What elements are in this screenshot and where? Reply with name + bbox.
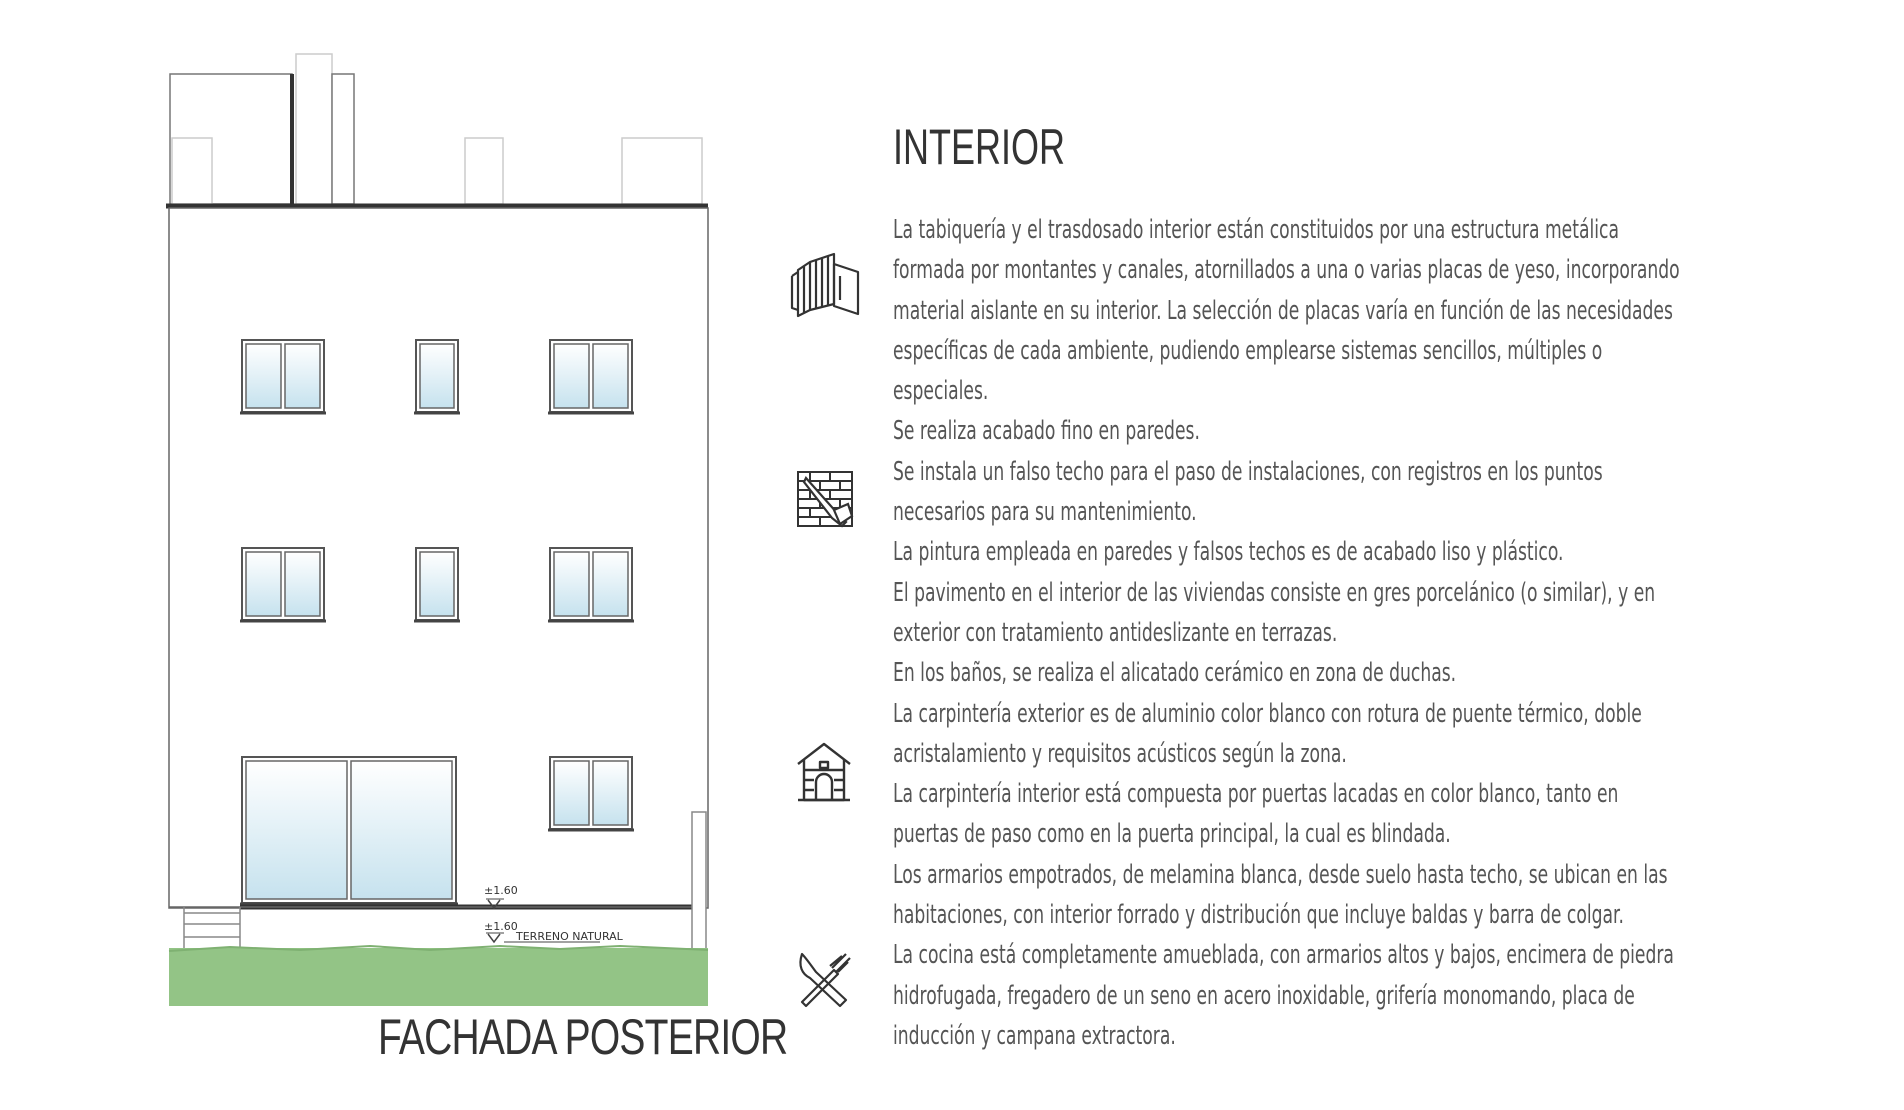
- interior-description: [893, 210, 1893, 1056]
- window: [548, 340, 634, 413]
- interior-text-line: puertas de paso como en la puerta principal, la cual es blindada.: [893, 819, 1451, 850]
- interior-text-line: especiales.: [893, 376, 989, 407]
- interior-text-line: En los baños, se realiza el alicatado cerámico en zona de duchas.: [893, 658, 1457, 689]
- interior-text-line: El pavimento en el interior de las viviendas consiste en gres porcelánico (o similar), y en: [893, 577, 1656, 608]
- interior-text-line: específicas de cada ambiente, pudiendo emplearse sistemas sencillos, múltiples o: [893, 335, 1603, 366]
- wall-panel-icon: [790, 252, 862, 322]
- plastering-icon: [796, 470, 854, 528]
- interior-text-line: necesarios para su mantenimiento.: [893, 497, 1197, 528]
- window: [548, 548, 634, 621]
- roof-structures: [170, 54, 702, 204]
- house-icon: [796, 742, 852, 802]
- ground-label: TERRENO NATURAL: [516, 930, 623, 943]
- window: [548, 757, 634, 830]
- interior-text-line: Los armarios empotrados, de melamina blanca, desde suelo hasta techo, se ubican en las: [893, 859, 1668, 890]
- interior-title: INTERIOR: [893, 119, 1066, 175]
- interior-text-line: exterior con tratamiento antideslizante en terrazas.: [893, 617, 1338, 648]
- interior-text-line: material aislante en su interior. La selección de placas varía en función de las necesidades: [893, 295, 1673, 326]
- interior-text-line: acristalamiento y requisitos acústicos según la zona.: [893, 738, 1347, 769]
- interior-text-line: La carpintería interior está compuesta por puertas lacadas en color blanco, tanto en: [893, 779, 1619, 810]
- interior-text-line: habitaciones, con interior forrado y distribución que incluye baldas y barra de colgar.: [893, 900, 1624, 931]
- level-marker-lower: [484, 920, 624, 943]
- window: [414, 340, 460, 413]
- window: [240, 548, 326, 621]
- side-wall: [692, 812, 706, 952]
- interior-text-line: La tabiquería y el trasdosado interior están constituidos por una estructura metálica: [893, 215, 1619, 245]
- window: [240, 757, 458, 904]
- level-lower-label: ±1.60: [484, 920, 518, 933]
- window: [240, 340, 326, 413]
- interior-text-line: La carpintería exterior es de aluminio color blanco con rotura de puente térmico, doble: [893, 698, 1642, 729]
- interior-text-line: formada por montantes y canales, atornillados a una o varias placas de yeso, incorporando: [893, 255, 1680, 286]
- level-upper-label: ±1.60: [484, 884, 518, 897]
- window: [414, 548, 460, 621]
- interior-text-line: Se instala un falso techo para el paso de instalaciones, con registros en los puntos: [893, 456, 1603, 487]
- interior-text-line: hidrofugada, fregadero de un seno en acero inoxidable, grifería monomando, placa de: [893, 980, 1635, 1011]
- interior-text-line: inducción y campana extractora.: [893, 1020, 1176, 1051]
- cutlery-icon: [796, 952, 852, 1008]
- facade-title: FACHADA POSTERIOR: [378, 1009, 788, 1065]
- interior-text-line: Se realiza acabado fino en paredes.: [893, 416, 1200, 447]
- ground-terrain: [169, 948, 708, 1006]
- entrance-steps: [184, 907, 240, 950]
- interior-text-line: La cocina está completamente amueblada, con armarios altos y bajos, encimera de piedra: [893, 940, 1674, 971]
- interior-text-line: La pintura empleada en paredes y falsos techos es de acabado liso y plástico.: [893, 537, 1564, 568]
